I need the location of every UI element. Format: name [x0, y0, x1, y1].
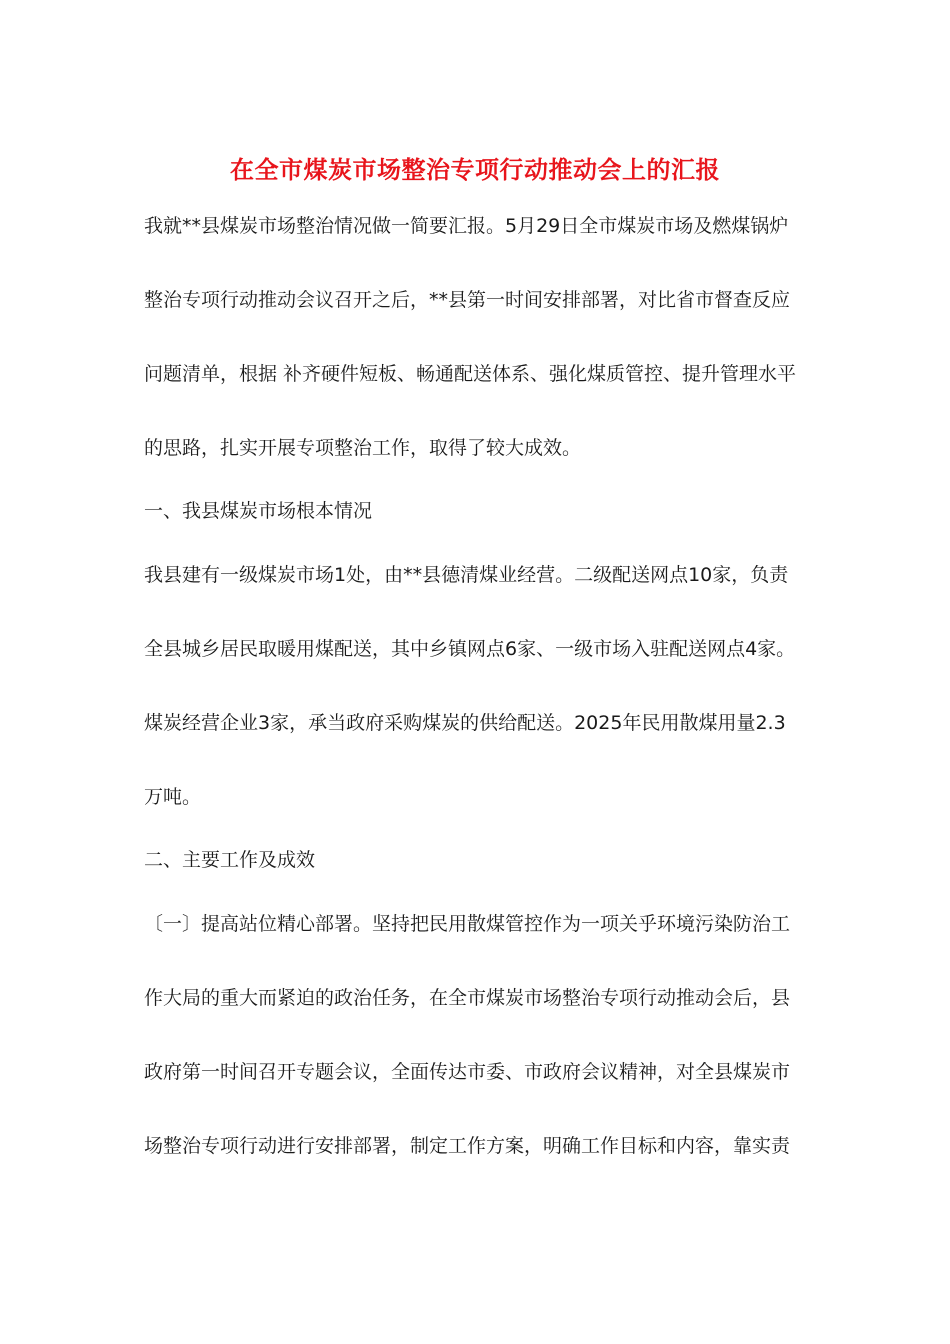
paragraph-line: 的思路，扎实开展专项整治工作，取得了较大成效。	[144, 437, 582, 459]
paragraph-line: 〔一〕提高站位精心部署。坚持把民用散煤管控作为一项关乎环境污染防治工	[144, 913, 791, 935]
paragraph-line: 政府第一时间召开专题会议，全面传达市委、市政府会议精神，对全县煤炭市	[144, 1061, 791, 1083]
paragraph-line: 场整治专项行动进行安排部署，制定工作方案，明确工作目标和内容，靠实责	[144, 1135, 791, 1157]
paragraph-line: 全县城乡居民取暖用煤配送，其中乡镇网点6家、一级市场入驻配送网点4家。	[144, 638, 796, 660]
section-heading: 一、我县煤炭市场根本情况	[144, 500, 373, 522]
document-title: 在全市煤炭市场整治专项行动推动会上的汇报	[230, 155, 720, 184]
paragraph-line: 万吨。	[144, 786, 202, 808]
section-heading: 二、主要工作及成效	[144, 849, 316, 871]
paragraph-line: 作大局的重大而紧迫的政治任务，在全市煤炭市场整治专项行动推动会后，县	[144, 987, 791, 1009]
paragraph-line: 问题清单，根据 补齐硬件短板、畅通配送体系、强化煤质管控、提升管理水平	[144, 363, 797, 385]
paragraph-line: 我就**县煤炭市场整治情况做一简要汇报。5月29日全市煤炭市场及燃煤锅炉	[144, 215, 789, 237]
paragraph-line: 煤炭经营企业3家，承当政府采购煤炭的供给配送。2025年民用散煤用量2.3	[144, 712, 786, 734]
paragraph-line: 我县建有一级煤炭市场1处，由**县德清煤业经营。二级配送网点10家，负责	[144, 564, 789, 586]
paragraph-line: 整治专项行动推动会议召开之后，**县第一时间安排部署，对比省市督查反应	[144, 289, 791, 311]
